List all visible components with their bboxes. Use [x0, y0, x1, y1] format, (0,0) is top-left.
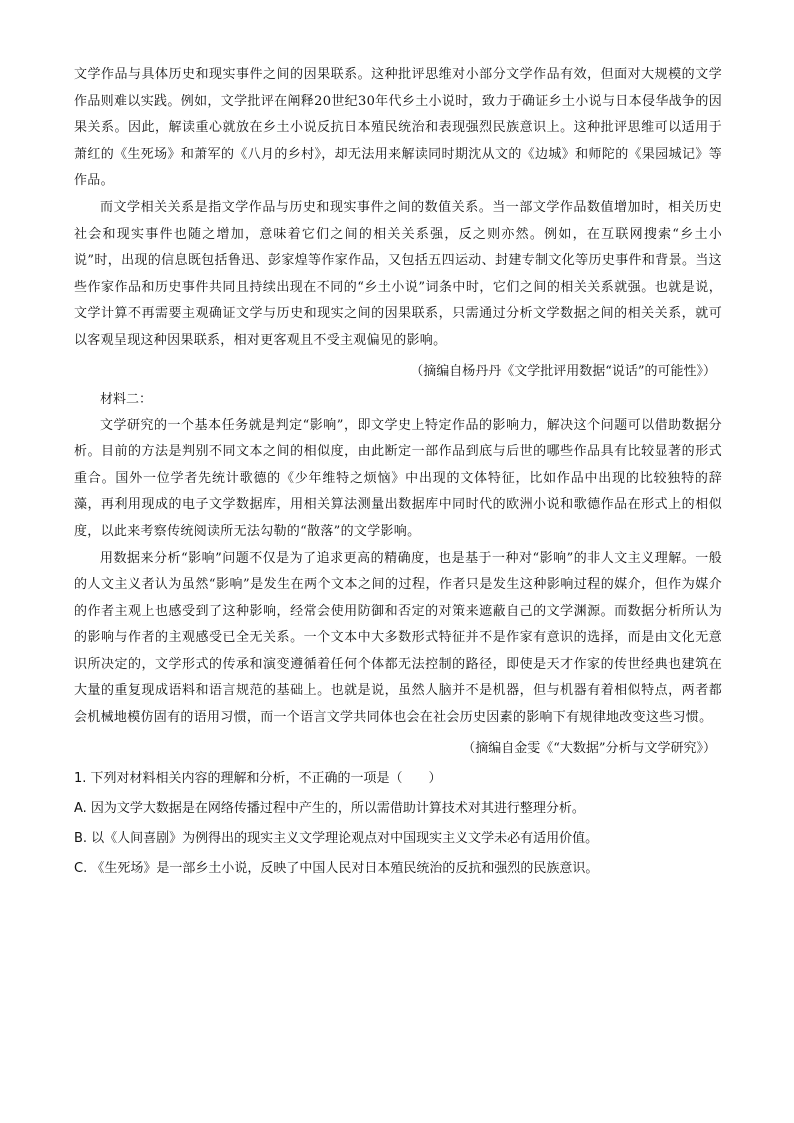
question-1-option-b: B. 以《人间喜剧》为例得出的现实主义文学理论观点对中国现实主义文学未必有适用价值。: [74, 830, 599, 846]
question-1-stem: 1. 下列对材料相关内容的理解和分析，不正确的一项是（ ）: [74, 770, 442, 786]
question-1: [74, 764, 722, 884]
exam-page: [74, 62, 722, 884]
material2-label: 材料二：: [100, 391, 153, 407]
material1-paragraph-1: 文学作品与具体历史和现实事件之间的因果联系。这种批评思维对小部分文学作品有效，但面对大规模的文学作品则难以实践。例如，文学批评在阐释20世纪30年代乡土小说时，致力于确证乡土小说与日本侵华战争的因果关系。因此，解读重心就放在乡土小说反抗日本殖民统治和表现强烈民族意识上。这种批评思维可以适用于萧红的《生死场》和萧军的《八月的乡村》，却无法用来解读同时期沈从文的《边城》和师陀的《果园城记》等作品。: [74, 67, 722, 189]
material2-paragraph-2: 用数据来分析“影响”问题不仅是为了追求更高的精确度，也是基于一种对“影响”的非人文主义理解。一般的人文主义者认为虽然“影响”是发生在两个文本之间的过程，作者只是发生这种影响过程的媒介，但作为媒介的作者主观上也感受到了这种影响，经常会使用防御和否定的对策来遮蔽自己的文学渊源。而数据分析所认为的影响与作者的主观感受已全无关系。一个文本中大多数形式特征并不是作家有意识的选择，而是由文化无意识所决定的，文学形式的传承和演变遵循着任何个体都无法控制的路径，即使是天才作家的传世经典也建筑在大量的重复现成语料和语言规范的基础上。也就是说，虽然人脑并不是机器，但与机器有着相似特点，两者都会机械地模仿固有的语用习惯，而一个语言文学共同体也会在社会历史因素的影响下有规律地改变这些习惯。: [74, 550, 722, 726]
material2-source: （摘编自金雯《“大数据”分析与文学研究》）: [462, 740, 716, 756]
question-1-option-a: A. 因为文学大数据是在网络传播过程中产生的，所以需借助计算技术对其进行整理分析。: [74, 800, 585, 816]
material2-paragraph-1: 文学研究的一个基本任务就是判定“影响”，即文学史上特定作品的影响力，解决这个问题可以借助数据分析。目前的方法是判别不同文本之间的相似度，由此断定一部作品到底与后世的哪些作品具有比较显著的形式重合。国外一位学者先统计歌德的《少年维特之烦恼》中出现的文体特征，比如作品中出现的比较独特的辞藻，再利用现成的电子文学数据库，用相关算法测量出数据库中同时代的欧洲小说和歌德作品在形式上的相似度，以此来考察传统阅读所无法勾勒的“散落”的文学影响。: [74, 417, 722, 539]
material1-paragraph-2: 而文学相关关系是指文学作品与历史和现实事件之间的数值关系。当一部文学作品数值增加时，相关历史社会和现实事件也随之增加，意味着它们之间的相关关系强，反之则亦然。例如，在互联网搜索“乡土小说”时，出现的信息既包括鲁迅、彭家煌等作家作品，又包括五四运动、封建专制文化等历史事件和背景。当这些作家作品和历史事件共同且持续出现在不同的“乡土小说”词条中时，它们之间的相关关系就强。也就是说，文学计算不再需要主观确证文学与历史和现实之间的因果联系，只需通过分析文学数据之间的相关关系，就可以客观呈现这种因果联系，相对更客观且不受主观偏见的影响。: [74, 199, 722, 348]
material1-source: （摘编自杨丹丹《文学批评用数据“说话”的可能性》）: [410, 363, 716, 379]
question-1-option-c: C. 《生死场》是一部乡土小说，反映了中国人民对日本殖民统治的反抗和强烈的民族意识。: [74, 860, 599, 876]
